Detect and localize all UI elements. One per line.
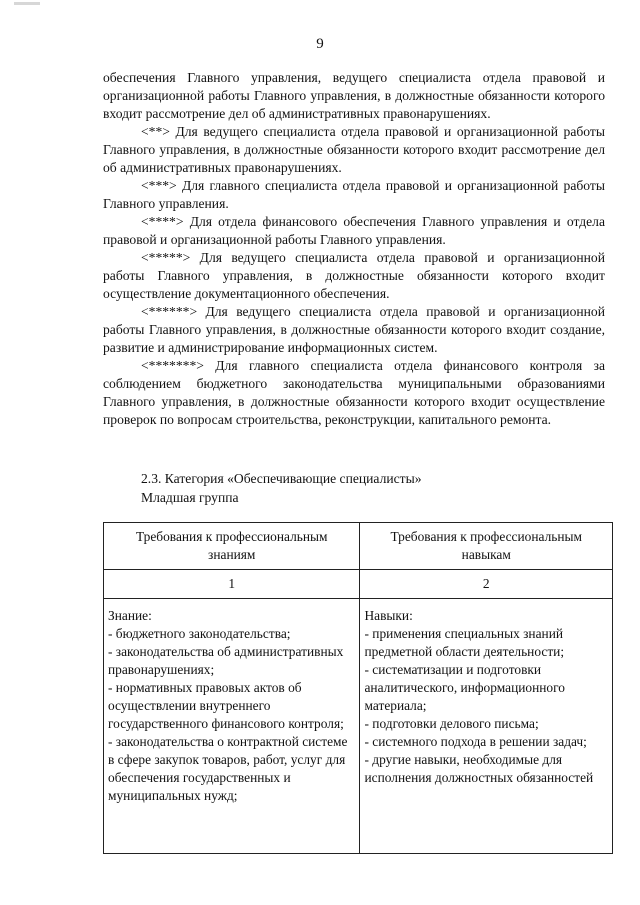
body-text [103,69,605,429]
footnote-3: <***> Для главного специалиста отдела правовой и организационной работы Главного управления. [103,178,605,211]
subsection-heading: Младшая группа [141,490,239,505]
requirements-table [103,522,613,854]
list-item: Знание: [108,608,152,623]
list-item: - законодательства об административных правонарушениях; [108,644,344,677]
skills-cell [360,599,613,854]
footnote-7: <*******> Для главного специалиста отдела финансового контроля за соблюдением бюджетного законодательства муниципальными образованиями Главного управления, в должностные обязанности которого входит осуществление проверок по вопросам строительства, реконструкции, капитального ремонта. [103,358,605,427]
list-item: - нормативных правовых актов об осуществлении внутреннего государственного финансового контроля; [108,680,344,731]
column-number-1: 1 [104,570,360,599]
list-item: - подготовки делового письма; [364,716,539,731]
table-header-row [104,523,613,570]
page-number: 9 [316,36,324,52]
section-heading: 2.3. Категория «Обеспечивающие специалисты» [141,471,422,486]
footnote-2: <**> Для ведущего специалиста отдела правовой и организационной работы Главного управления, в должностные обязанности которого входит рассмотрение дел об административных правонарушениях. [103,124,605,175]
header-skills: Требования к профессиональным навыкам [360,523,613,570]
list-item: - систематизации и подготовки аналитического, информационного материала; [364,662,565,713]
column-number-2: 2 [360,570,613,599]
header-knowledge: Требования к профессиональным знаниям [104,523,360,570]
list-item: - законодательства о контрактной системе в сфере закупок товаров, работ, услуг для обеспечения государственных и муниципальных нужд; [108,734,348,803]
footnote-6: <******> Для ведущего специалиста отдела правовой и организационной работы Главного управления, в должностные обязанности которого входит создание, развитие и администрирование информационных систем. [103,304,605,355]
footnote-4: <****> Для отдела финансового обеспечения Главного управления и отдела правовой и организационной работы Главного управления. [103,214,605,247]
list-item: - другие навыки, необходимые для исполнения должностных обязанностей [364,752,594,785]
table-number-row [104,570,613,599]
scan-artifact [14,2,40,5]
table-content-row [104,599,613,854]
paragraph-continuation: обеспечения Главного управления, ведущего специалиста отдела правовой и организационной работы Главного управления, в должностные обязанности которого входит рассмотрение дел об административных правонарушениях. [103,70,605,121]
list-item: - бюджетного законодательства; [108,626,291,641]
list-item: - применения специальных знаний предметной области деятельности; [364,626,565,659]
footnote-5: <*****> Для ведущего специалиста отдела правовой и организационной работы Главного управления, в должностные обязанности которого входит осуществление документационного обеспечения. [103,250,605,301]
knowledge-cell [104,599,360,854]
list-item: - системного подхода в решении задач; [364,734,587,749]
list-item: Навыки: [364,608,413,623]
